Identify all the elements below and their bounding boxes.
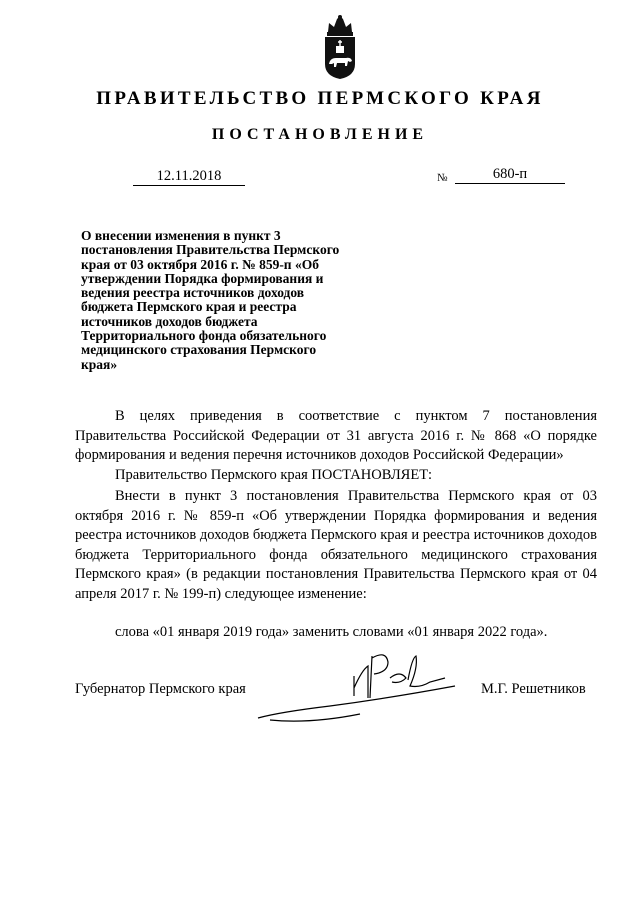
document-number: 680-п bbox=[455, 166, 565, 184]
document-date: 12.11.2018 bbox=[133, 168, 245, 186]
paragraph-replacement: слова «01 января 2019 года» заменить словами «01 января 2022 года». bbox=[115, 624, 548, 640]
handwritten-signature bbox=[250, 648, 460, 728]
coat-of-arms-icon bbox=[321, 14, 359, 80]
paragraph-resolves: Правительство Пермского края ПОСТАНОВЛЯЕТ: bbox=[115, 467, 433, 483]
document-subject: О внесении изменения в пункт 3 постановления Правительства Пермского края от 03 октября 2016 г. № 859-п «Об утверждении Порядка формирования и ведения реестра источников доходов бюджета Пермского края и реестра источников доходов бюджета Территориального фонда обязательного медицинского страхования Пермского края» bbox=[81, 228, 340, 372]
government-title: ПРАВИТЕЛЬСТВО ПЕРМСКОГО КРАЯ bbox=[96, 88, 544, 109]
signatory-position: Губернатор Пермского края bbox=[75, 681, 246, 697]
number-sign: № bbox=[437, 172, 448, 184]
signatory-name: М.Г. Решетников bbox=[481, 681, 586, 697]
paragraph-amendment: Внести в пункт 3 постановления Правительства Пермского края от 03 октября 2016 г. № 859-п «Об утверждении Порядка формирования и ведения реестра источников доходов бюджета Пермского края и реестра источников доходов бюджета Территориального фонда обязательного медицинского страхования Пермского края» (в редакции постановления Правительства Пермского края от 04 апреля 2017 г. № 199-п) следующее изменение: bbox=[75, 488, 597, 602]
document-type: ПОСТАНОВЛЕНИЕ bbox=[211, 126, 429, 143]
paragraph-preamble: В целях приведения в соответствие с пунктом 7 постановления Правительства Российской Федерации от 31 августа 2016 г. № 868 «О порядке формирования и ведения перечня источников доходов Российской Федерации» bbox=[75, 408, 597, 463]
